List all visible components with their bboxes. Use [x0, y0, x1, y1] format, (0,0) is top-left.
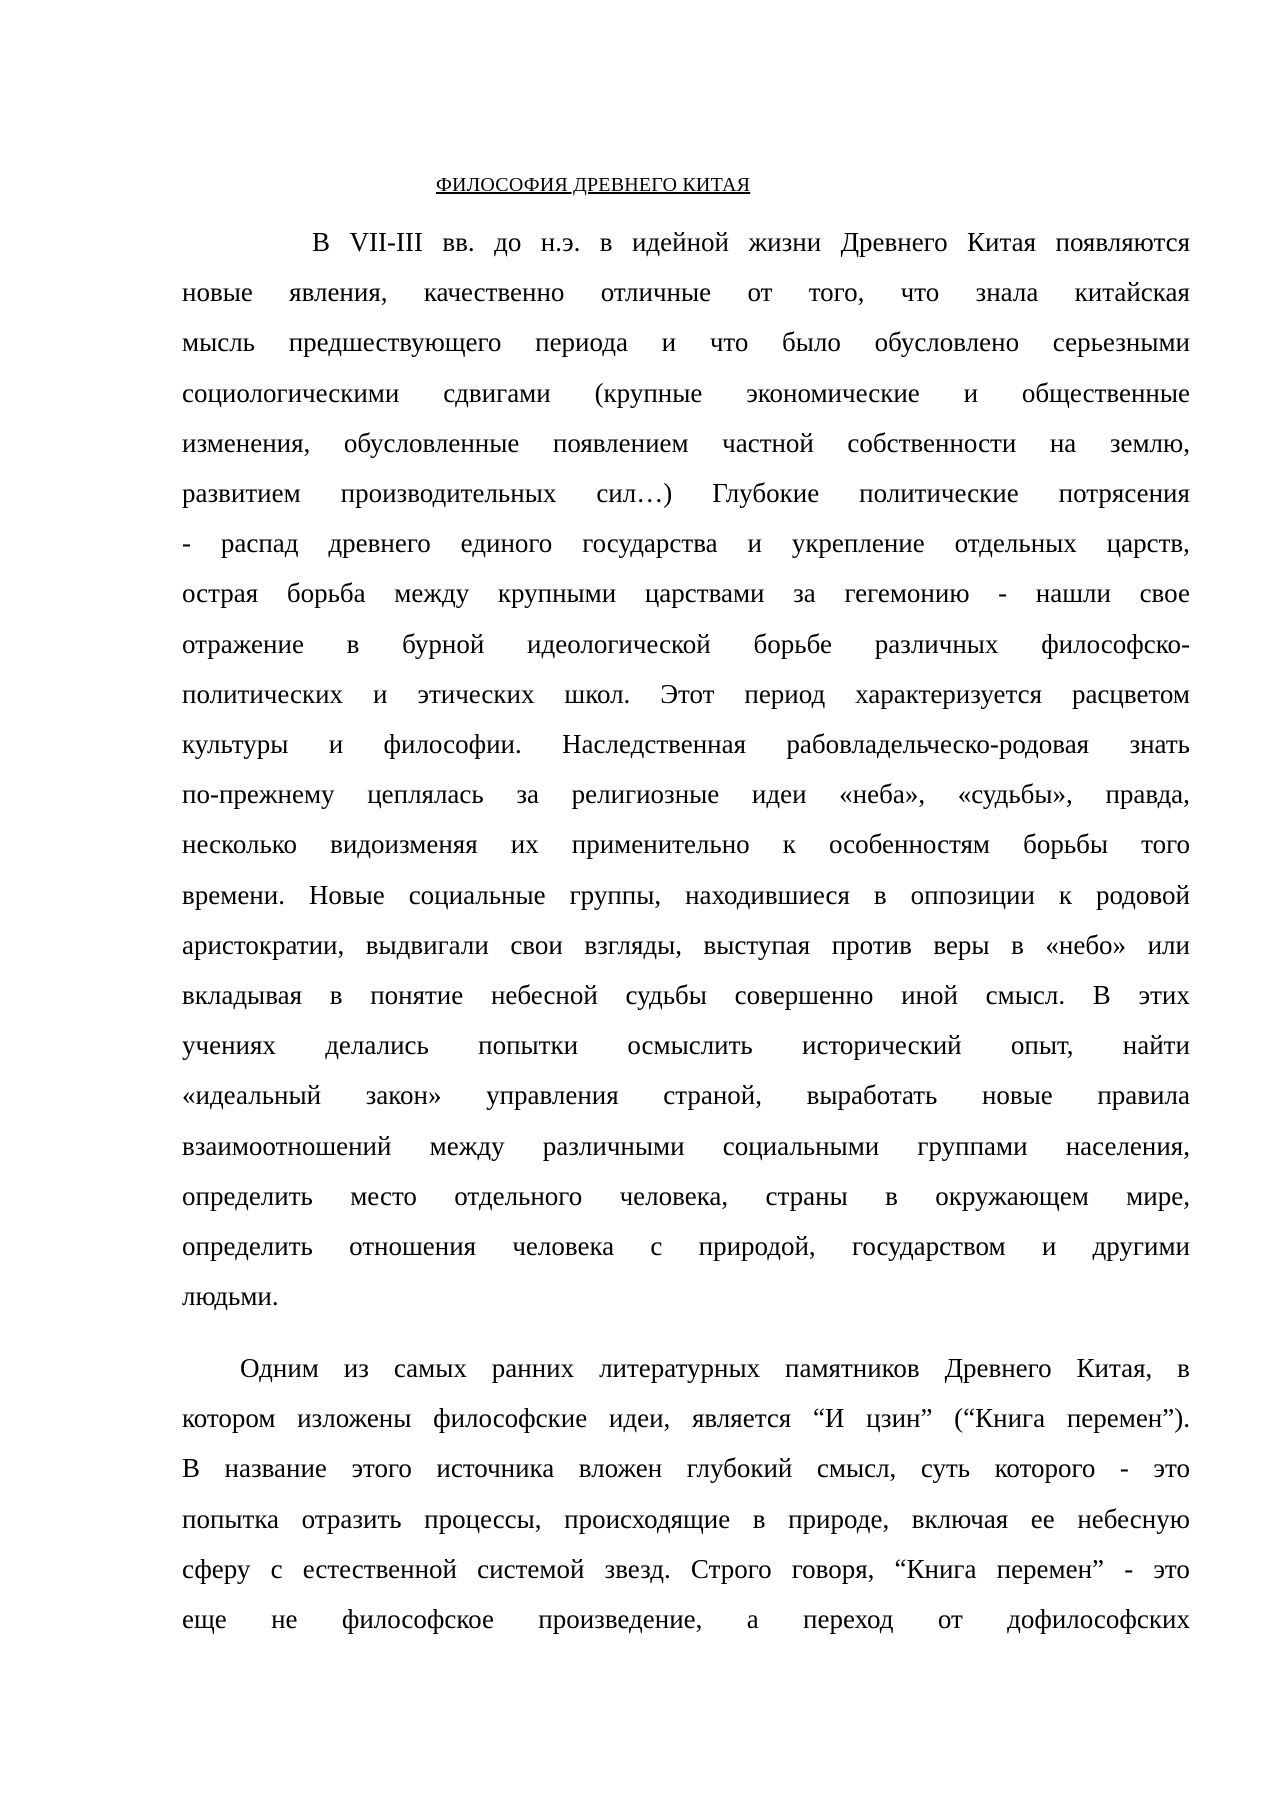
- word: знать: [1129, 729, 1190, 759]
- word: говоря,: [791, 1553, 875, 1584]
- word: вкладывая: [182, 980, 302, 1010]
- word: “И: [812, 1403, 845, 1434]
- word: включая: [911, 1503, 1009, 1534]
- text-line: [182, 1503, 1190, 1535]
- word: страной,: [663, 1080, 763, 1111]
- word: понятие: [370, 980, 464, 1010]
- word: выработать: [806, 1080, 938, 1111]
- word: государства: [582, 528, 718, 559]
- word: с: [270, 1553, 283, 1584]
- word: политические: [859, 478, 1019, 508]
- word: и: [1041, 1231, 1057, 1261]
- word: собственности: [847, 427, 1017, 458]
- word: источника: [436, 1453, 555, 1484]
- text-line: [182, 1130, 1190, 1162]
- word: бурной: [402, 628, 485, 659]
- word: производительных: [340, 478, 557, 508]
- word: укрепление: [791, 528, 925, 559]
- word: -: [998, 578, 1008, 609]
- word: религиозные: [571, 779, 720, 810]
- word: ранних: [491, 1353, 575, 1383]
- word: правила: [1097, 1080, 1190, 1111]
- word: философское: [341, 1604, 494, 1634]
- word: место: [350, 1180, 417, 1211]
- word: Новые: [308, 879, 385, 910]
- word: по-прежнему: [182, 779, 335, 810]
- text-line: [182, 527, 1190, 559]
- word: отразить: [301, 1503, 402, 1534]
- word: характеризуется: [855, 678, 1043, 709]
- word: изложены: [297, 1403, 412, 1434]
- word: этических: [417, 678, 535, 709]
- word: мире,: [1126, 1180, 1190, 1211]
- word: отдельных: [954, 528, 1077, 559]
- word: выступая: [703, 929, 811, 960]
- word: Древнего: [840, 227, 948, 257]
- word: попытки: [478, 1030, 579, 1061]
- word: Строго: [690, 1553, 772, 1584]
- word: философско-: [1041, 628, 1190, 659]
- word: определить: [182, 1231, 313, 1261]
- word: сил…): [596, 478, 673, 508]
- word: «судьбы»,: [957, 779, 1073, 810]
- word: различными: [542, 1130, 685, 1161]
- word: царств,: [1106, 528, 1190, 559]
- word: «неба»,: [839, 779, 926, 810]
- word: вложен: [578, 1453, 663, 1484]
- text-line: [182, 1230, 1190, 1262]
- word: острая: [182, 578, 259, 609]
- word: опыт,: [1010, 1030, 1074, 1061]
- word: не: [271, 1604, 298, 1634]
- word: исторический: [802, 1030, 962, 1061]
- word: этих: [1138, 980, 1190, 1010]
- word: ее: [1030, 1503, 1055, 1534]
- word: дофилософских: [1007, 1604, 1190, 1634]
- word: в: [329, 980, 343, 1010]
- word: перемен”).: [1066, 1403, 1190, 1434]
- word: найти: [1122, 1030, 1190, 1061]
- word: философские: [433, 1403, 588, 1434]
- word: отношения: [349, 1231, 477, 1261]
- text-line: [182, 979, 1190, 1011]
- word: страны: [765, 1180, 848, 1211]
- word: к: [1058, 879, 1072, 910]
- word: видоизменяя: [330, 829, 478, 860]
- word: и: [747, 528, 762, 559]
- word: применительно: [571, 829, 750, 860]
- word: за: [793, 578, 816, 609]
- text-line: [182, 879, 1190, 911]
- word: частной: [722, 427, 814, 458]
- word: что: [709, 327, 749, 358]
- word: которого: [994, 1453, 1096, 1484]
- word: и: [661, 327, 677, 358]
- word: В: [312, 227, 331, 257]
- word: небесную: [1077, 1503, 1190, 1534]
- word: Китая,: [1076, 1353, 1153, 1383]
- word: социальными: [722, 1130, 880, 1161]
- word: «идеальный: [182, 1080, 322, 1111]
- word: идейной: [631, 227, 730, 257]
- word: другими: [1092, 1231, 1190, 1261]
- word: из: [343, 1353, 369, 1383]
- word: и: [328, 729, 344, 759]
- text-line: [182, 577, 1190, 609]
- word: название: [224, 1453, 327, 1484]
- word: происходящие: [564, 1503, 731, 1534]
- word: идеологической: [527, 628, 711, 659]
- word: группами: [917, 1130, 1028, 1161]
- word: знала: [975, 277, 1039, 308]
- word: свое: [1139, 578, 1190, 609]
- word: котором: [182, 1403, 276, 1434]
- word: период: [744, 678, 826, 709]
- word: человека,: [619, 1180, 729, 1211]
- word: памятников: [785, 1353, 920, 1383]
- word: взаимоотношений: [182, 1130, 392, 1161]
- word: Древнего: [944, 1353, 1052, 1383]
- text-line: людьми.: [182, 1281, 279, 1312]
- word: идеи,: [608, 1403, 671, 1434]
- word: системой: [477, 1553, 585, 1584]
- word: этого: [351, 1453, 412, 1484]
- word: иной: [901, 980, 958, 1010]
- word: новые: [182, 277, 253, 308]
- word: единого: [460, 528, 553, 559]
- word: это: [1153, 1453, 1190, 1484]
- word: общественные: [1021, 377, 1190, 408]
- word: что: [900, 277, 940, 308]
- word: обусловленные: [343, 427, 520, 458]
- word: осмыслить: [627, 1030, 753, 1061]
- word: находившиеся: [685, 879, 850, 910]
- word: древнего: [328, 528, 431, 559]
- word: мысль: [182, 327, 255, 358]
- text-line: [182, 728, 1190, 760]
- word: того: [1141, 829, 1190, 860]
- word: борьбе: [753, 628, 832, 659]
- word: процессы,: [424, 1503, 542, 1534]
- word: вв.: [442, 227, 475, 257]
- word: в: [885, 1180, 898, 1211]
- word: расцветом: [1071, 678, 1190, 709]
- word: (крупные: [594, 377, 703, 408]
- word: судьбы: [625, 980, 707, 1010]
- word: аристократии,: [182, 929, 345, 960]
- text-line: [182, 326, 1190, 358]
- text-line: [182, 427, 1190, 459]
- word: литературных: [599, 1353, 761, 1383]
- word: свои: [510, 929, 563, 960]
- word: распад: [220, 528, 299, 559]
- word: природе,: [788, 1503, 890, 1534]
- word: делались: [325, 1030, 429, 1061]
- word: VII-III: [349, 227, 423, 257]
- word: переход: [803, 1604, 894, 1634]
- word: различных: [874, 628, 999, 659]
- word: суть: [920, 1453, 971, 1484]
- word: социальные: [408, 879, 546, 910]
- word: идеи: [751, 779, 807, 810]
- word: “Книга: [894, 1553, 977, 1584]
- word: В: [1092, 980, 1111, 1010]
- word: появлением: [552, 427, 689, 458]
- word: времени.: [182, 879, 285, 910]
- word: перемен”: [996, 1553, 1105, 1584]
- text-line: [240, 1352, 1190, 1384]
- word: появляются: [1055, 227, 1190, 257]
- word: за: [516, 779, 539, 810]
- word: борьбы: [1023, 829, 1109, 860]
- text-line: [182, 1452, 1190, 1484]
- word: отдельного: [454, 1180, 583, 1211]
- word: царствами: [644, 578, 765, 609]
- word: против: [831, 929, 912, 960]
- word: к: [782, 829, 796, 860]
- text-line: [182, 1402, 1190, 1434]
- word: Глубокие: [712, 478, 820, 508]
- word: землю,: [1109, 427, 1190, 458]
- word: их: [510, 829, 539, 860]
- word: социологическими: [182, 377, 400, 408]
- text-line: [182, 477, 1190, 509]
- word: несколько: [182, 829, 298, 860]
- word: веры: [933, 929, 990, 960]
- word: государством: [851, 1231, 1006, 1261]
- word: попытка: [182, 1503, 280, 1534]
- word: в: [599, 227, 613, 257]
- word: выдвигали: [365, 929, 489, 960]
- word: это: [1153, 1553, 1190, 1584]
- word: смысл.: [985, 980, 1066, 1010]
- word: периода: [535, 327, 628, 358]
- word: того,: [808, 277, 865, 308]
- word: смысл,: [816, 1453, 897, 1484]
- word: -: [182, 528, 191, 559]
- word: является: [692, 1403, 792, 1434]
- word: и: [963, 377, 979, 408]
- word: Этот: [660, 678, 715, 709]
- word: сферу: [182, 1553, 251, 1584]
- text-line: [182, 1553, 1190, 1585]
- word: населения,: [1065, 1130, 1190, 1161]
- word: новые: [981, 1080, 1053, 1111]
- word: философии.: [383, 729, 522, 759]
- text-line: [182, 276, 1190, 308]
- word: в: [1011, 929, 1024, 960]
- word: человека: [512, 1231, 615, 1261]
- text-line: [182, 1603, 1190, 1635]
- word: или: [1147, 929, 1190, 960]
- word: крупными: [497, 578, 617, 609]
- word: нашли: [1035, 578, 1111, 609]
- word: политических: [182, 678, 344, 709]
- word: и: [372, 678, 388, 709]
- word: культуры: [182, 729, 289, 759]
- word: изменения,: [182, 427, 311, 458]
- word: оппозиции: [910, 879, 1035, 910]
- word: обусловлено: [874, 327, 1020, 358]
- word: между: [429, 1130, 505, 1161]
- word: группы,: [569, 879, 662, 910]
- word: на: [1049, 427, 1077, 458]
- document-title: ФИЛОСОФИЯ ДРЕВНЕГО КИТАЯ: [436, 174, 751, 196]
- word: качественно: [423, 277, 565, 308]
- word: взгляды,: [584, 929, 682, 960]
- word: гегемонию: [844, 578, 970, 609]
- word: рабовладельческо-родовая: [786, 729, 1090, 759]
- word: (“Книга: [954, 1403, 1046, 1434]
- word: явления,: [289, 277, 388, 308]
- word: глубокий: [686, 1453, 793, 1484]
- word: в: [1177, 1353, 1190, 1383]
- word: цзин”: [866, 1403, 933, 1434]
- word: самых: [393, 1353, 467, 1383]
- word: от: [747, 277, 773, 308]
- word: правда,: [1105, 779, 1190, 810]
- text-line: [182, 628, 1190, 660]
- word: жизни: [748, 227, 822, 257]
- word: экономические: [746, 377, 920, 408]
- word: в: [346, 628, 360, 659]
- text-line: [182, 828, 1190, 860]
- word: между: [394, 578, 470, 609]
- word: цеплялась: [367, 779, 484, 810]
- word: природой,: [698, 1231, 816, 1261]
- word: в: [873, 879, 887, 910]
- word: особенностям: [828, 829, 991, 860]
- word: окружающем: [935, 1180, 1089, 1211]
- text-line: [182, 1079, 1190, 1111]
- word: китайская: [1074, 277, 1190, 308]
- word: отражение: [182, 628, 304, 659]
- word: В: [182, 1453, 201, 1484]
- word: было: [782, 327, 841, 358]
- text-line: [312, 226, 1190, 258]
- word: Наследственная: [562, 729, 747, 759]
- word: учениях: [182, 1030, 276, 1061]
- word: небесной: [490, 980, 598, 1010]
- word: Китая: [967, 227, 1037, 257]
- word: закон»: [365, 1080, 442, 1111]
- text-line: [182, 1180, 1190, 1212]
- word: до: [494, 227, 522, 257]
- word: естественной: [302, 1553, 458, 1584]
- word: предшествующего: [288, 327, 502, 358]
- word: родовой: [1095, 879, 1190, 910]
- word: еще: [182, 1604, 227, 1634]
- word: произведение,: [538, 1604, 703, 1634]
- word: от: [937, 1604, 963, 1634]
- word: потрясения: [1058, 478, 1190, 508]
- word: развитием: [182, 478, 301, 508]
- text-line: [182, 678, 1190, 710]
- word: н.э.: [540, 227, 581, 257]
- word: а: [746, 1604, 759, 1634]
- word: Одним: [240, 1353, 319, 1383]
- word: сдвигами: [443, 377, 551, 408]
- word: «небо»: [1045, 929, 1127, 960]
- word: борьба: [286, 578, 366, 609]
- word: отличные: [600, 277, 712, 308]
- word: -: [1124, 1553, 1134, 1584]
- text-line: [182, 377, 1190, 409]
- word: совершенно: [734, 980, 874, 1010]
- word: в: [752, 1503, 766, 1534]
- word: определить: [182, 1180, 313, 1211]
- word: серьезными: [1052, 327, 1190, 358]
- text-line: [182, 929, 1190, 961]
- word: школ.: [564, 678, 631, 709]
- word: звезд.: [604, 1553, 671, 1584]
- word: с: [650, 1231, 663, 1261]
- word: -: [1119, 1453, 1129, 1484]
- word: управления: [486, 1080, 619, 1111]
- text-line: [182, 778, 1190, 810]
- text-line: [182, 1029, 1190, 1061]
